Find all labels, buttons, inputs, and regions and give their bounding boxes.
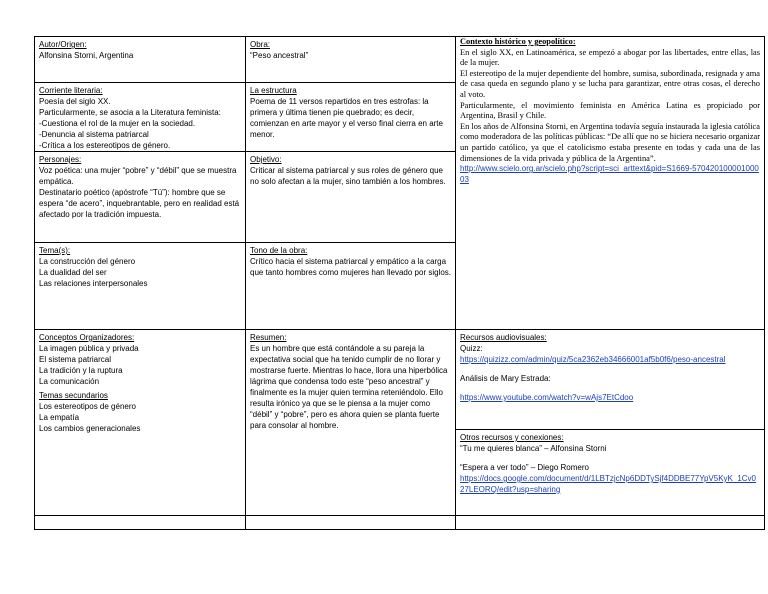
obra-value: “Peso ancestral” — [250, 51, 309, 60]
tono-heading: Tono de la obra: — [250, 246, 308, 255]
scielo-link[interactable]: http://www.scielo.org.ar/scielo.php?script=sci_arttext&pid=S1669-57042010000100003 — [460, 164, 759, 184]
otros-item: “Espera a ver todo” – Diego Romero — [460, 463, 589, 472]
row-line — [34, 515, 765, 516]
otros-item: “Tu me quieres blanca” – Alfonsina Storni — [460, 444, 607, 453]
conceptos-line: El sistema patriarcal — [39, 355, 112, 364]
resumen-heading: Resumen: — [250, 333, 287, 342]
temas-heading: Tema(s): — [39, 246, 71, 255]
secundarios-line: Los estereotipos de género — [39, 402, 136, 411]
quizz-label: Quizz: — [460, 344, 483, 353]
corriente-line: Particularmente, se asocia a la Literatura feminista: — [39, 108, 221, 117]
temas-line: La dualidad del ser — [39, 268, 107, 277]
contexto-paragraph: En los años de Alfonsina Storni, en Argentina todavía seguía instaurada la iglesia católica como moderadora de las políticas públicas: “De allí que no se hiciera necesario organizar un partido católico, ya que el catolicismo estaba presente en todas y cada una de las dimensiones de la vida privada y pública de la Argentina”. — [460, 121, 760, 163]
estructura-text: Poema de 11 versos repartidos en tres estrofas: la primera y última tienen pie quebrado; es decir, comienzan en arte mayor y el verso final cierra en arte menor. — [250, 97, 443, 139]
row-line — [34, 151, 455, 152]
obra-cell — [246, 38, 455, 82]
objetivo-heading: Objetivo: — [250, 155, 282, 164]
conceptos-line: La comunicación — [39, 377, 100, 386]
autor-cell — [35, 38, 245, 82]
conceptos-heading: Conceptos Organizadores: — [39, 333, 135, 342]
secundarios-heading: Temas secundarios — [39, 391, 108, 400]
youtube-link[interactable]: https://www.youtube.com/watch?v=wAjs7EtCdoo — [460, 393, 634, 402]
resumen-text: Es un hombre que está contándole a su pareja la expectativa social que ha tenido cumplir de no llorar y mostrarse fuerte. Mientras lo hace, llora una hiperbólica lágrima que condensa todo este “peso ancestral” y finalmente es la mujer quien termina reteniéndolo. Ello resulta irónico ya que se le piensa a la mujer como “débil” y “pobre”, pero es ahora quien se planta fuerte para consolar al hombre. — [250, 344, 448, 430]
quizz-link[interactable]: https://quizizz.com/admin/quiz/5ca2362eb34666001af5b0f6/peso-ancestral — [460, 355, 726, 364]
otros-cell — [456, 431, 764, 515]
row-line — [34, 329, 765, 330]
conceptos-line: La imagen pública y privada — [39, 344, 139, 353]
autor-value: Alfonsina Storni, Argentina — [39, 51, 134, 60]
table-border-bottom — [34, 529, 765, 530]
personajes-line: Voz poética: una mujer “pobre” y “débil” que se muestra empática. — [39, 166, 237, 186]
row-line — [455, 429, 765, 430]
recursos-heading: Recursos audiovisuales: — [460, 333, 547, 342]
conceptos-cell — [35, 331, 245, 515]
tono-text: Crítico hacia el sistema patriarcal y empático a la carga que tanto hombres como mujeres han llevado por siglos. — [250, 257, 451, 277]
otros-heading: Otros recursos y conexiones: — [460, 433, 564, 442]
row-line — [34, 242, 455, 243]
google-doc-link[interactable]: https://docs.google.com/document/d/1LBTzjcNp6DDTySjf4DDBE77YpV5KyK_1Cv027LEORQ/edit?usp=sharing — [460, 474, 756, 494]
recursos-cell — [456, 331, 764, 429]
contexto-heading: Contexto histórico y geopolítico: — [460, 37, 576, 46]
analisis-label: Análisis de Mary Estrada: — [460, 374, 551, 383]
row-line — [34, 82, 455, 83]
autor-heading: Autor/Origen: — [39, 40, 87, 49]
secundarios-line: La empatía — [39, 413, 80, 422]
temas-line: Las relaciones interpersonales — [39, 279, 148, 288]
corriente-heading: Corriente literaria: — [39, 86, 103, 95]
objetivo-text: Criticar al sistema patriarcal y sus roles de género que no solo afectan a la mujer, sino también a los hombres. — [250, 166, 446, 186]
personajes-heading: Personajes: — [39, 155, 82, 164]
tono-cell — [246, 244, 455, 329]
corriente-cell — [35, 84, 245, 151]
conceptos-line: La tradición y la ruptura — [39, 366, 123, 375]
corriente-line: -Cuestiona el rol de la mujer en la sociedad. — [39, 119, 196, 128]
table-border-right — [764, 36, 765, 530]
temas-cell — [35, 244, 245, 329]
contexto-cell — [456, 36, 764, 329]
corriente-line: -Denuncia al sistema patriarcal — [39, 130, 149, 139]
corriente-line: Poesía del siglo XX. — [39, 97, 111, 106]
personajes-line: Destinatario poético (apóstrofe “Tú”): hombre que se espera “de acero”, inquebrantable, pero en realidad está afectado por la tradición impuesta. — [39, 188, 240, 219]
secundarios-line: Los cambios generacionales — [39, 424, 141, 433]
obra-heading: Obra: — [250, 40, 271, 49]
contexto-paragraph: En el siglo XX, en Latinoamérica, se empezó a abogar por las libertades, entre ellas, las de la mujer. — [460, 47, 760, 68]
contexto-paragraph: Particularmente, el movimiento feminista en América Latina es propiciado por Argentina, Brasil y Chile. — [460, 100, 760, 121]
estructura-cell — [246, 84, 455, 151]
personajes-cell — [35, 153, 245, 242]
temas-line: La construcción del género — [39, 257, 136, 266]
corriente-line: -Crítica a los estereotipos de género. — [39, 141, 171, 150]
objetivo-cell — [246, 153, 455, 242]
content-table — [34, 36, 765, 530]
resumen-cell — [246, 331, 455, 515]
contexto-paragraph: El estereotipo de la mujer dependiente del hombre, sumisa, subordinada, resignada y ama de casa queda en segundo plano y se lucha para garantizar, entre otras cosas, el derecho al voto. — [460, 68, 760, 99]
estructura-heading: La estructura — [250, 86, 297, 95]
